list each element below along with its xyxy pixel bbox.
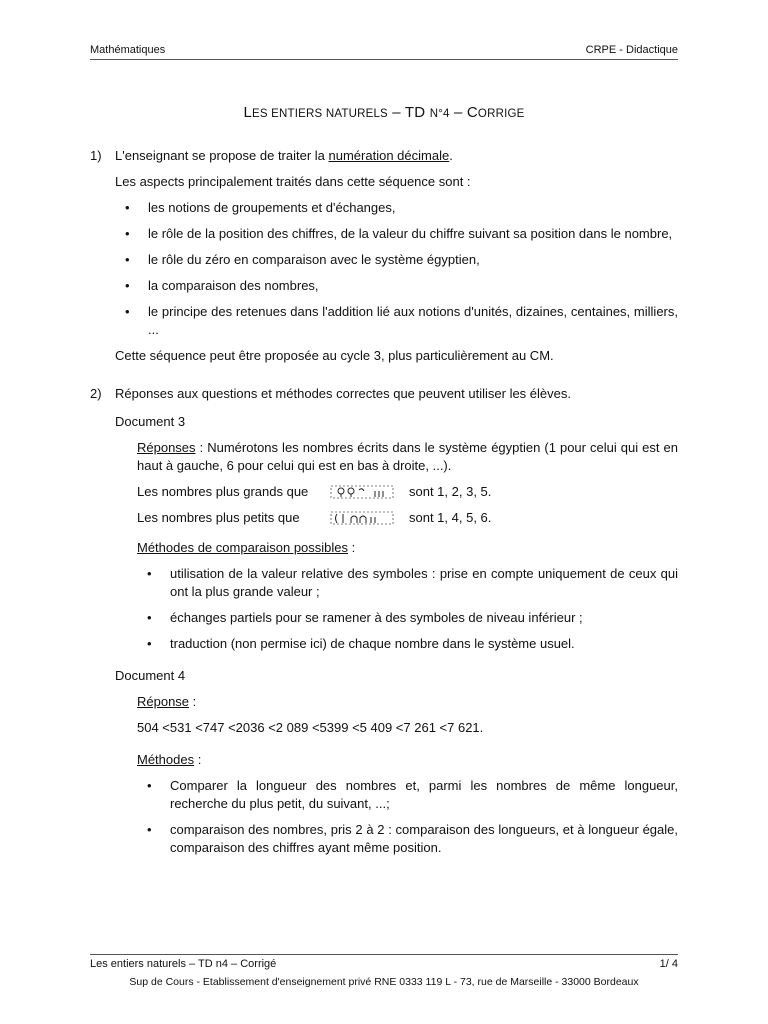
page-number: 1/ 4 <box>659 958 678 970</box>
list-item-text: le rôle de la position des chiffres, de la valeur du chiffre suivant sa position dans le nombre, <box>148 226 673 241</box>
list-item-text: la comparaison des nombres, <box>148 278 319 293</box>
question-number: 2) <box>90 386 102 401</box>
list-item-text: utilisation de la valeur relative des symboles : prise en compte uniquement de ceux qui ont la plus grande valeur ; <box>170 566 678 599</box>
egyptian-numeral-image <box>327 509 397 527</box>
doc3-label: Document 3 <box>115 414 186 429</box>
list-item: • le rôle du zéro en comparaison avec le système égyptien, <box>125 252 480 267</box>
doc3-row-greater <box>137 479 678 505</box>
page-title <box>0 104 768 121</box>
q1-closing: Cette séquence peut être proposée au cycle 3, plus particulièrement au CM. <box>115 348 554 363</box>
list-item: • le principe des retenues dans l'addition lié aux notions d'unités, dizaines, centaines, milliers, ... <box>125 304 678 337</box>
list-item: • le rôle de la position des chiffres, de la valeur du chiffre suivant sa position dans le nombre, <box>115 225 678 243</box>
page-header <box>90 44 678 56</box>
list-item-text: traduction (non permise ici) de chaque nombre dans le système usuel. <box>170 636 575 651</box>
list-item-text: échanges partiels pour se ramener à des symboles de niveau inférieur ; <box>170 610 583 625</box>
title-part: – TD <box>387 104 430 121</box>
doc3-section <box>137 439 678 653</box>
text: : <box>189 694 197 709</box>
doc4-response-heading <box>137 693 678 711</box>
q1-intro <box>115 147 678 165</box>
doc3-responses <box>137 439 678 475</box>
row-label: Les nombres plus grands que <box>137 484 309 499</box>
q1-bullet-list <box>115 199 678 339</box>
doc4-methods-list <box>137 777 678 857</box>
underlined-term: Méthodes <box>137 752 195 767</box>
list-item-text: Comparer la longueur des nombres et, parmi les nombres de même longueur, recherche du plus petit, du suivant, ...; <box>170 778 678 811</box>
text: : <box>348 540 356 555</box>
egyptian-numeral-image <box>327 483 397 501</box>
question-1 <box>90 147 678 365</box>
doc3-methods-list <box>137 565 678 653</box>
doc4-label: Document 4 <box>115 668 186 683</box>
list-item: • Comparer la longueur des nombres et, parmi les nombres de même longueur, recherche du plus petit, du suivant, ...; <box>147 778 678 811</box>
title-part: ORRIGE <box>477 108 525 120</box>
list-item-text: comparaison des nombres, pris 2 à 2 : comparaison des longueurs, et à longueur égale, comparaison des chiffres ayant même position. <box>170 822 678 855</box>
text: : Numérotons les nombres écrits dans le système égyptien (1 pour celui qui est en haut à gauche, 6 pour celui qui est en bas à droite, ...). <box>137 440 678 473</box>
footer-title: Les entiers naturels – TD n4 – Corrigé <box>90 958 277 970</box>
underlined-term: Méthodes de comparaison possibles <box>137 540 349 555</box>
header-divider <box>90 59 678 60</box>
header-course: CRPE - Didactique <box>585 44 678 56</box>
list-item-text: le rôle du zéro en comparaison avec le système égyptien, <box>148 252 480 267</box>
question-number: 1) <box>90 148 102 163</box>
list-item: • la comparaison des nombres, <box>125 278 319 293</box>
text: : <box>194 752 202 767</box>
list-item: • traduction (non permise ici) de chaque nombre dans le système usuel. <box>147 636 575 651</box>
q2-intro: Réponses aux questions et méthodes correctes que peuvent utiliser les élèves. <box>115 386 571 401</box>
title-part: – C <box>449 104 478 121</box>
row-label: Les nombres plus petits que <box>137 510 300 525</box>
list-item-text: le principe des retenues dans l'addition lié aux notions d'unités, dizaines, centaines, milliers, ... <box>148 304 678 337</box>
row-value: sont 1, 4, 5, 6. <box>409 510 492 525</box>
underlined-term: Réponse <box>137 694 190 709</box>
doc4-section <box>137 693 678 857</box>
page-footer <box>90 958 678 970</box>
footer-divider <box>90 954 678 955</box>
doc3-row-smaller <box>137 505 678 531</box>
header-subject: Mathématiques <box>90 44 166 56</box>
list-item-text: les notions de groupements et d'échanges, <box>148 200 396 215</box>
list-item: • échanges partiels pour se ramener à des symboles de niveau inférieur ; <box>147 610 583 625</box>
title-part: L <box>243 104 253 121</box>
doc4-sequence: 504 <531 <747 <2036 <2 089 <5399 <5 409 <7 261 <7 621. <box>137 720 484 735</box>
list-item: • les notions de groupements et d'échanges, <box>125 200 396 215</box>
underlined-term: Réponses <box>137 440 196 455</box>
doc4-methods-heading <box>137 751 678 769</box>
document-body <box>90 147 678 865</box>
text: L'enseignant se propose de traiter la <box>115 148 329 163</box>
footer-institution: Sup de Cours - Etablissement d'enseignement privé RNE 0333 119 L - 73, rue de Marseille - 33000 Bordeaux <box>129 976 639 988</box>
row-value: sont 1, 2, 3, 5. <box>409 484 492 499</box>
list-item: • utilisation de la valeur relative des symboles : prise en compte uniquement de ceux qui ont la plus grande valeur ; <box>147 566 678 599</box>
list-item: • comparaison des nombres, pris 2 à 2 : comparaison des longueurs, et à longueur égale, comparaison des chiffres ayant même position. <box>147 822 678 855</box>
underlined-term: numération décimale <box>328 148 450 163</box>
title-part: N°4 <box>429 108 450 120</box>
text: . <box>449 148 453 163</box>
doc3-methods-heading <box>137 539 678 557</box>
question-2 <box>90 385 678 857</box>
q1-aspects: Les aspects principalement traités dans cette séquence sont : <box>115 174 471 189</box>
title-part: ES ENTIERS NATURELS <box>252 108 388 120</box>
